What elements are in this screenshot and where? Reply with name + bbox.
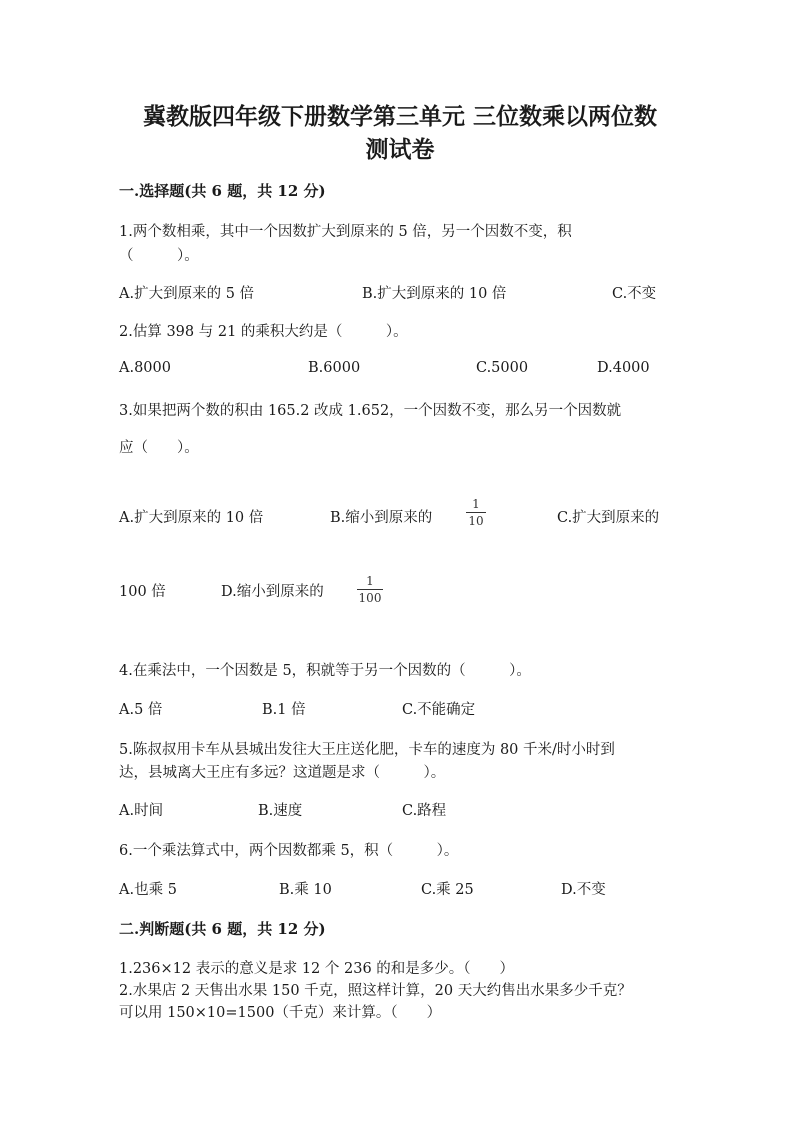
q2-option-c: C.5000 [476,360,529,376]
q5-option-b: B.速度 [258,803,303,819]
q6-text: 6.一个乘法算式中，两个因数都乘 5，积（ ）。 [119,843,459,859]
q3-line2: 应（ ）。 [119,440,199,456]
q1-line2: （ ）。 [119,248,199,264]
q5-option-a: A.时间 [119,803,164,819]
q6-option-a: A.也乘 5 [119,882,177,898]
q3-option-c-part2: 100 倍 [119,584,166,600]
q2-option-a: A.8000 [119,360,171,376]
q5-line2: 达，县城离大王庄有多远？这道题是求（ ）。 [119,765,446,781]
fraction-bar [357,589,383,590]
q3-line1: 3.如果把两个数的积由 165.2 改成 1.652，一个因数不变，那么另一个因数就 [119,403,622,419]
q5-line1: 5.陈叔叔用卡车从县城出发往大王庄送化肥，卡车的速度为 80 千米/时小时到 [119,742,615,758]
q4-option-c: C.不能确定 [402,702,476,718]
q3-option-a: A.扩大到原来的 10 倍 [119,510,264,526]
s2-q1-text: 1.236×12 表示的意义是求 12 个 236 的和是多少。（ ） [119,961,515,977]
section2-heading: 二.判断题(共 6 题，共 12 分) [119,920,326,938]
q2-option-b: B.6000 [308,360,361,376]
q3-option-c-part1: C.扩大到原来的 [557,510,660,526]
q6-option-b: B.乘 10 [279,882,332,898]
q4-option-b: B.1 倍 [262,702,306,718]
q4-text: 4.在乘法中，一个因数是 5，积就等于另一个因数的（ ）。 [119,663,531,679]
q3-option-b: B.缩小到原来的 [330,510,433,526]
fraction-bar [466,512,486,513]
q4-option-a: A.5 倍 [119,702,163,718]
q1-option-c: C.不变 [612,286,657,302]
q1-option-a: A.扩大到原来的 5 倍 [119,286,255,302]
q1-line1: 1.两个数相乘，其中一个因数扩大到原来的 5 倍，另一个因数不变，积 [119,224,572,240]
fraction-numerator: 1 [472,497,480,511]
section1-heading: 一.选择题(共 6 题，共 12 分) [119,182,326,200]
fraction-denominator: 100 [358,591,382,605]
q3-option-d-fraction [357,574,383,605]
s2-q2-line2: 可以用 150×10=1500（千克）来计算。（ ） [119,1005,442,1021]
q2-text: 2.估算 398 与 21 的乘积大约是（ ）。 [119,324,408,340]
q2-option-d: D.4000 [597,360,650,376]
fraction-denominator: 10 [468,514,484,528]
s2-q2-line1: 2.水果店 2 天售出水果 150 千克，照这样计算，20 天大约售出水果多少千克？ [119,983,632,999]
q5-option-c: C.路程 [402,803,447,819]
q3-option-b-fraction [466,497,486,528]
fraction-numerator: 1 [366,574,374,588]
q3-option-d: D.缩小到原来的 [221,584,324,600]
q6-option-c: C.乘 25 [421,882,474,898]
q6-option-d: D.不变 [561,882,606,898]
page-title-line2: 测试卷 [365,136,435,163]
q1-option-b: B.扩大到原来的 10 倍 [362,286,507,302]
page-title-line1: 冀教版四年级下册数学第三单元 三位数乘以两位数 [142,103,657,130]
